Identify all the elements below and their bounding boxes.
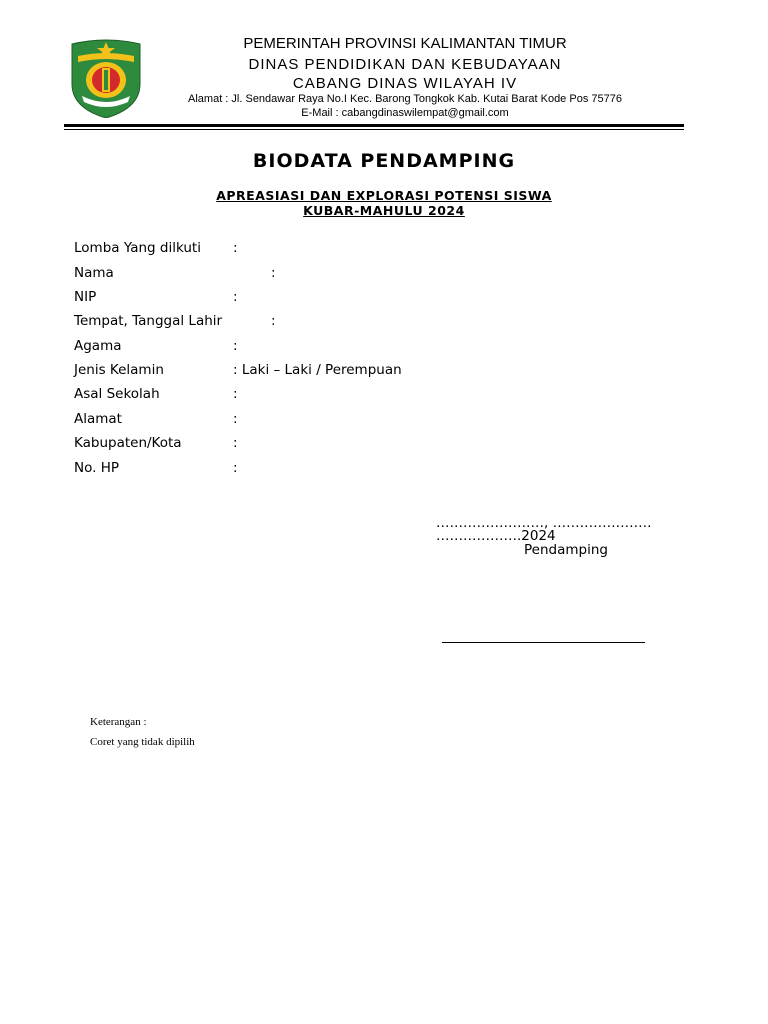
field-label-nip: NIP	[74, 289, 97, 305]
field-label-agama: Agama	[74, 338, 122, 354]
page-title: BIODATA PENDAMPING	[252, 150, 516, 172]
subtitle-line-2: KUBAR-MAHULU 2024	[303, 203, 465, 218]
signature-line	[442, 642, 645, 643]
header-rule-thin	[64, 129, 684, 130]
header-address: Alamat : Jl. Sendawar Raya No.I Kec. Barong Tongkok Kab. Kutai Barat Kode Pos 75776	[188, 93, 622, 105]
signature-date-line[interactable]: ……………….2024	[436, 528, 556, 544]
field-value-agama[interactable]: :	[233, 338, 238, 354]
field-value-nama[interactable]: :	[271, 265, 276, 281]
field-label-jenis-kelamin: Jenis Kelamin	[74, 362, 164, 378]
field-label-alamat: Alamat	[74, 411, 122, 427]
field-value-alamat[interactable]: :	[233, 411, 238, 427]
field-label-asal-sekolah: Asal Sekolah	[74, 386, 160, 402]
field-value-nip[interactable]: :	[233, 289, 238, 305]
field-label-lomba: Lomba Yang dilkuti	[74, 240, 201, 256]
header-branch-name: CABANG DINAS WILAYAH IV	[292, 75, 518, 92]
header-department-name: DINAS PENDIDIKAN DAN KEBUDAYAAN	[248, 56, 562, 73]
field-value-no-hp[interactable]: :	[233, 460, 238, 476]
field-value-lomba[interactable]: :	[233, 240, 238, 256]
field-value-tempat-tanggal-lahir[interactable]: :	[271, 313, 276, 329]
field-value-kabupaten-kota[interactable]: :	[233, 435, 238, 451]
field-value-jenis-kelamin[interactable]: : Laki – Laki / Perempuan	[233, 362, 402, 378]
header-email: E-Mail : cabangdinaswilempat@gmail.com	[301, 107, 509, 119]
signature-role: Pendamping	[524, 542, 608, 558]
field-label-nama: Nama	[74, 265, 114, 281]
notes-label: Keterangan :	[90, 716, 147, 728]
east-kalimantan-emblem-icon	[68, 38, 144, 118]
field-value-asal-sekolah[interactable]: :	[233, 386, 238, 402]
subtitle-line-1: APREASIASI DAN EXPLORASI POTENSI SISWA	[216, 188, 552, 203]
signature-place-date[interactable]: ……………………, ………………….	[436, 515, 652, 531]
header-rule-thick	[64, 124, 684, 127]
field-label-kabupaten-kota: Kabupaten/Kota	[74, 435, 182, 451]
field-label-no-hp: No. HP	[74, 460, 119, 476]
header-government-name: PEMERINTAH PROVINSI KALIMANTAN TIMUR	[243, 35, 567, 52]
field-label-tempat-tanggal-lahir: Tempat, Tanggal Lahir	[74, 313, 223, 329]
notes-text: Coret yang tidak dipilih	[90, 736, 195, 748]
